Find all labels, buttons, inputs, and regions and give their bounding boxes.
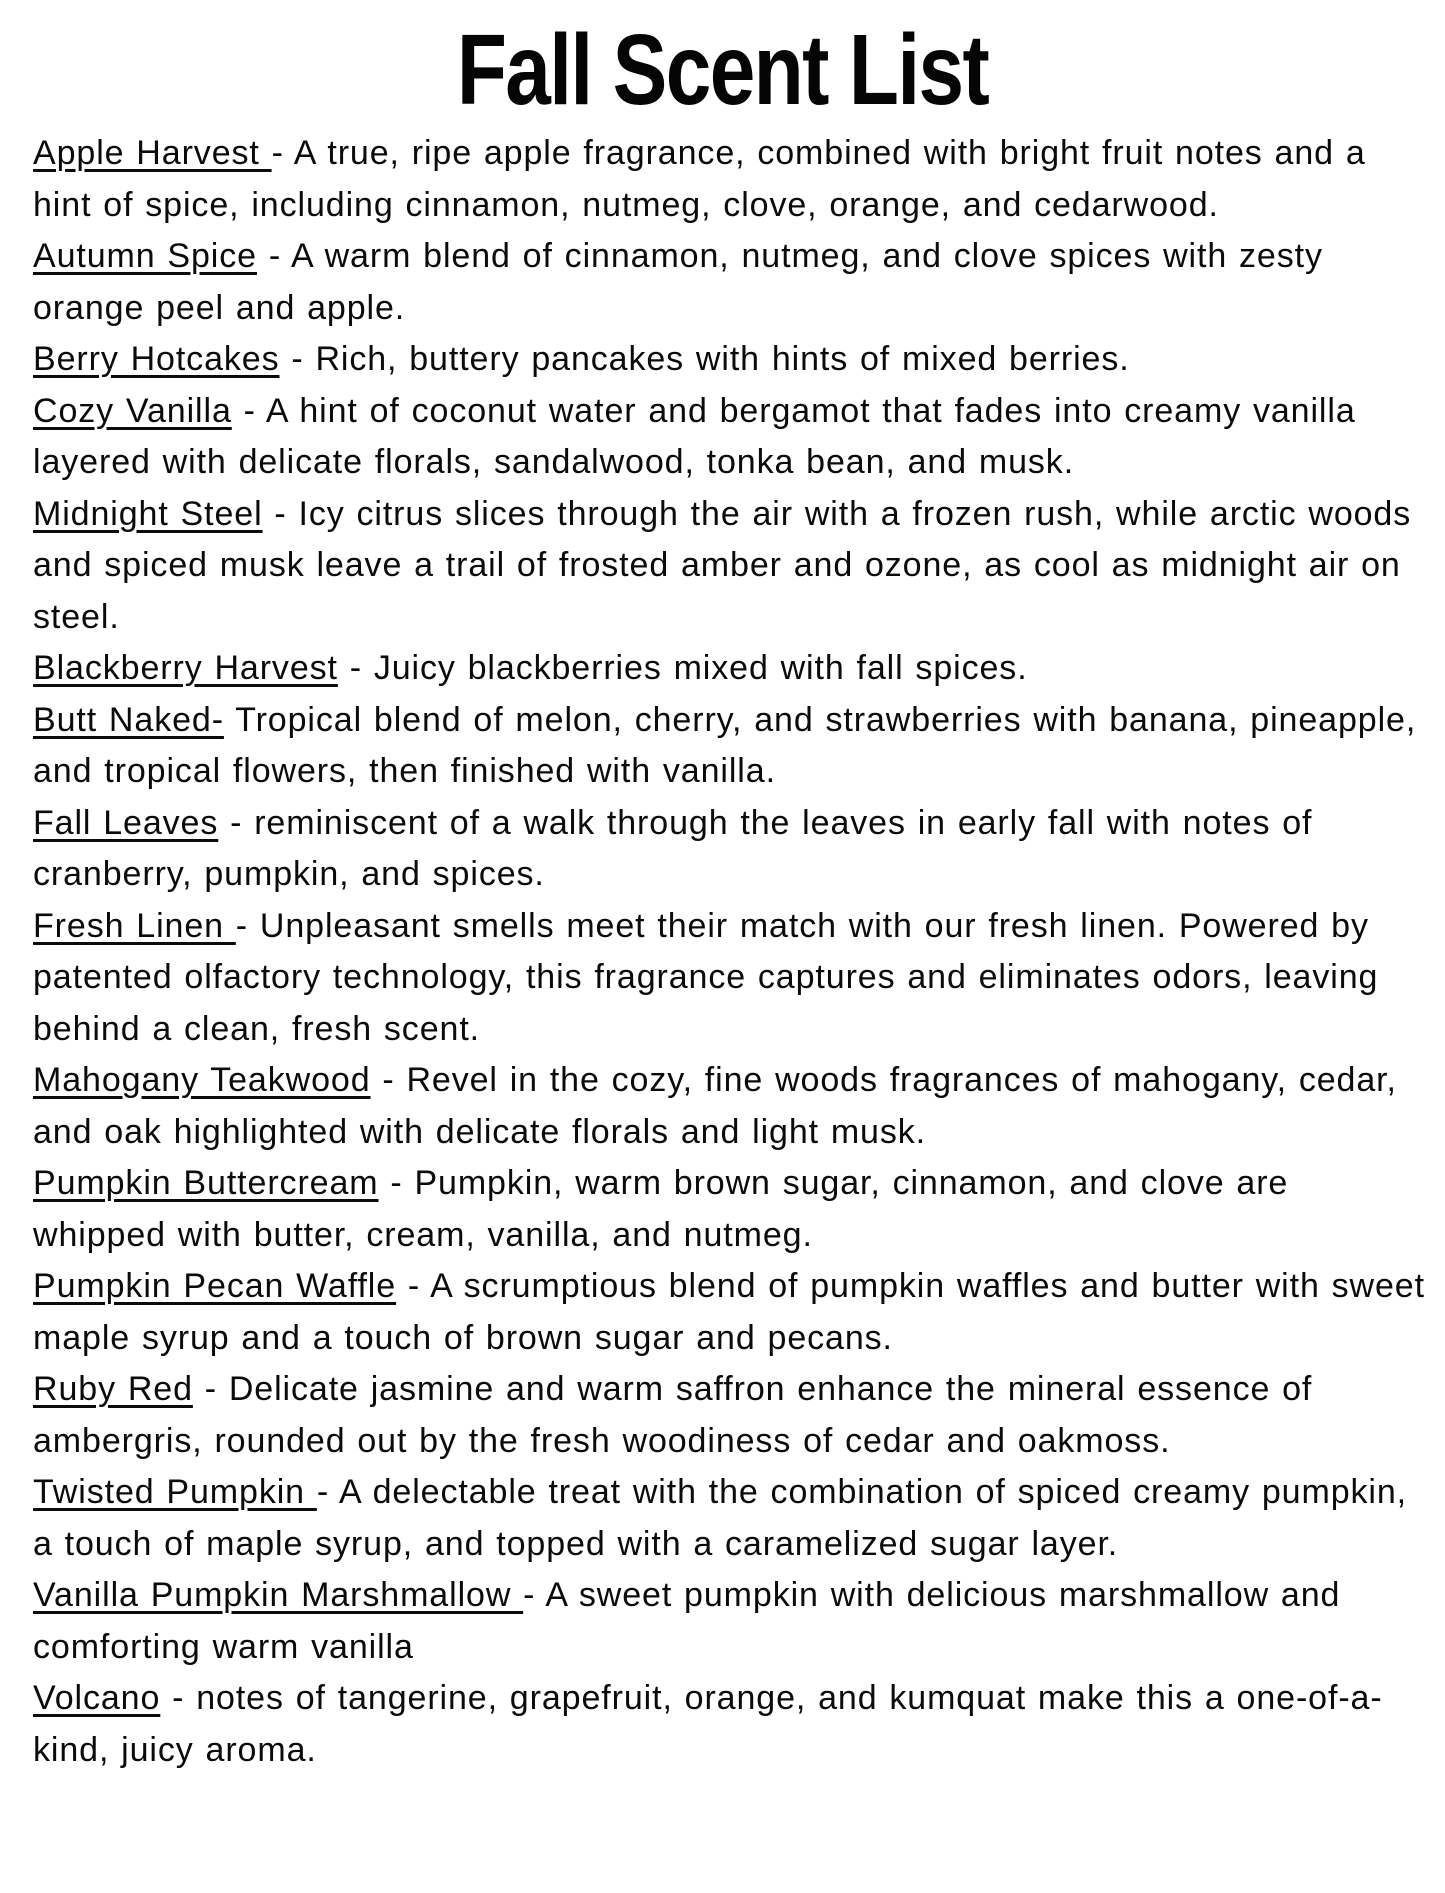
scent-entry [33, 643, 1431, 695]
scent-description: Unpleasant smells meet their match with our fresh linen. Powered by patented olfactory technology, this fragrance captures and eliminates odors, leaving behind a clean, fresh scent. [33, 906, 1379, 1048]
scent-separator: - [396, 1267, 431, 1305]
scent-entry [33, 489, 1431, 644]
scent-description: A warm blend of cinnamon, nutmeg, and clove spices with zesty orange peel and apple. [33, 237, 1323, 327]
scent-separator: - [256, 237, 292, 275]
scent-separator: - [218, 803, 255, 842]
scent-description: Icy citrus slices through the air with a frozen rush, while arctic woods and spiced musk leave a trail of frosted amber and ozone, as cool as midnight air on steel. [33, 494, 1412, 636]
scent-separator [224, 701, 235, 739]
scent-name: Berry Hotcakes [33, 340, 280, 378]
scent-name: Cozy Vanilla [33, 391, 232, 430]
scent-list [0, 128, 1445, 1776]
document-page [0, 14, 1445, 1893]
scent-name: Fresh Linen [33, 906, 236, 945]
scent-entry [33, 1158, 1431, 1261]
scent-entry [33, 901, 1431, 1056]
scent-description: A true, ripe apple fragrance, combined with bright fruit notes and a hint of spice, including cinnamon, nutmeg, clove, orange, and cedarwood. [33, 134, 1366, 224]
scent-description: Rich, buttery pancakes with hints of mixed berries. [315, 340, 1130, 378]
scent-separator: - [370, 1061, 407, 1099]
scent-name: Twisted Pumpkin [33, 1473, 317, 1511]
scent-name: Apple Harvest [33, 134, 272, 172]
scent-name: Pumpkin Buttercream [33, 1164, 379, 1202]
scent-separator: - [160, 1679, 197, 1717]
scent-description: A sweet pumpkin with delicious marshmallow and comforting warm vanilla [33, 1576, 1341, 1666]
scent-separator: - [271, 134, 294, 172]
scent-name: Volcano [33, 1679, 161, 1717]
scent-entry [33, 231, 1431, 334]
scent-entry [33, 1261, 1431, 1364]
scent-name: Midnight Steel [33, 494, 263, 533]
scent-separator: - [316, 1473, 340, 1511]
scent-description: A delectable treat with the combination of spiced creamy pumpkin, a touch of maple syrup, and topped with a caramelized sugar layer. [33, 1473, 1408, 1563]
scent-name: Autumn Spice [33, 237, 257, 275]
scent-entry [33, 1673, 1431, 1776]
scent-name: Fall Leaves [33, 803, 219, 842]
scent-description: notes of tangerine, grapefruit, orange, and kumquat make this a one-of-a-kind, juicy aroma. [33, 1679, 1383, 1769]
scent-entry [33, 695, 1431, 798]
scent-name: Ruby Red [33, 1370, 193, 1408]
scent-name: Mahogany Teakwood [33, 1061, 371, 1099]
scent-name: Pumpkin Pecan Waffle [33, 1267, 397, 1305]
scent-entry [33, 128, 1431, 231]
scent-entry [33, 1467, 1431, 1570]
scent-description: Delicate jasmine and warm saffron enhance the mineral essence of ambergris, rounded out by the fresh woodiness of cedar and oakmoss. [33, 1370, 1313, 1460]
scent-description: reminiscent of a walk through the leaves in early fall with notes of cranberry, pumpkin, and spices. [33, 803, 1313, 893]
scent-description: A scrumptious blend of pumpkin waffles and butter with sweet maple syrup and a touch of brown sugar and pecans. [33, 1267, 1425, 1357]
scent-separator: - [337, 649, 374, 687]
page-title: Fall Scent List [456, 14, 989, 126]
scent-name: Vanilla Pumpkin Marshmallow [33, 1576, 524, 1614]
scent-description: Juicy blackberries mixed with fall spices. [373, 649, 1028, 687]
scent-separator: - [523, 1576, 546, 1614]
scent-name: Blackberry Harvest [33, 649, 338, 687]
scent-separator: - [231, 391, 266, 430]
scent-entry [33, 1570, 1431, 1673]
scent-entry [33, 386, 1431, 489]
scent-description: Tropical blend of melon, cherry, and strawberries with banana, pineapple, and tropical flowers, then finished with vanilla. [33, 700, 1417, 790]
scent-description: Pumpkin, warm brown sugar, cinnamon, and clove are whipped with butter, cream, vanilla, and nutmeg. [33, 1164, 1289, 1254]
scent-entry [33, 1364, 1431, 1467]
scent-entry [33, 334, 1431, 386]
scent-separator: - [279, 340, 316, 378]
scent-entry [33, 1055, 1431, 1158]
scent-separator: - [378, 1164, 415, 1202]
scent-name: Butt Naked- [33, 700, 224, 739]
scent-entry [33, 798, 1431, 901]
scent-description: Revel in the cozy, fine woods fragrances of mahogany, cedar, and oak highlighted with delicate florals and light musk. [33, 1061, 1397, 1151]
scent-separator: - [262, 494, 299, 533]
scent-separator: - [235, 906, 260, 945]
scent-description: A hint of coconut water and bergamot that fades into creamy vanilla layered with delicate florals, sandalwood, tonka bean, and musk. [33, 391, 1356, 481]
scent-separator: - [192, 1370, 229, 1408]
